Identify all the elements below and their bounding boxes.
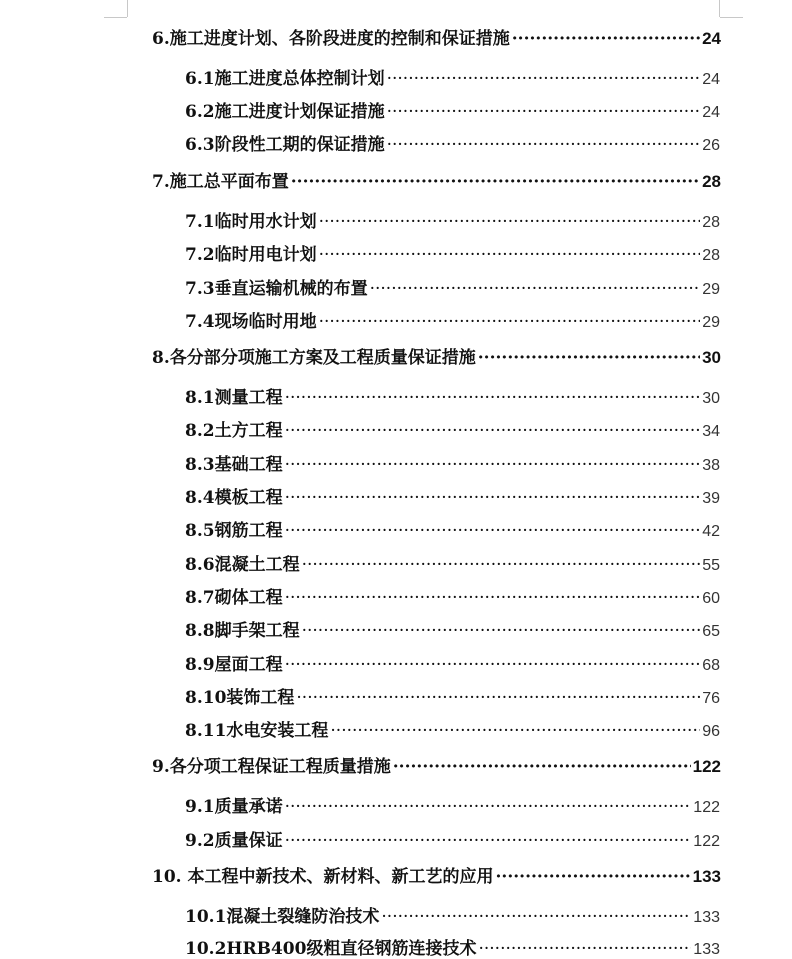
toc-entry[interactable] [185, 616, 720, 641]
dot-leader [387, 69, 701, 89]
toc-entry-title: 7.1临时用水计划 [185, 212, 317, 232]
toc-page-number: 122 [693, 799, 720, 816]
dot-leader [285, 488, 701, 508]
toc-entry-title: 6.2施工进度计划保证措施 [185, 102, 385, 122]
toc-entry[interactable] [185, 130, 720, 155]
toc-entry[interactable] [185, 792, 720, 817]
toc-entry[interactable] [185, 64, 720, 89]
toc-page-number: 30 [702, 348, 721, 367]
toc-entry[interactable] [185, 650, 720, 675]
toc-entry[interactable] [185, 583, 720, 608]
dot-leader [285, 521, 701, 541]
toc-entry-title: 8.7砌体工程 [185, 588, 283, 608]
toc-entry[interactable] [152, 752, 721, 777]
dot-leader [291, 172, 700, 192]
dot-leader [285, 421, 701, 441]
toc-page-number: 60 [702, 590, 720, 607]
toc-entry[interactable] [185, 716, 720, 741]
toc-page-number: 28 [702, 214, 720, 231]
toc-page-number: 65 [702, 623, 720, 640]
toc-entry-title: 9.1质量承诺 [185, 797, 283, 817]
toc-entry[interactable] [152, 862, 721, 887]
toc-entry-title: 6.施工进度计划、各阶段进度的控制和保证措施 [152, 29, 510, 49]
toc-entry-title: 8.4模板工程 [185, 488, 283, 508]
toc-entry-title: 8.6混凝土工程 [185, 555, 300, 575]
toc-page-number: 76 [702, 690, 720, 707]
toc-entry-title: 10.1混凝土裂缝防治技术 [185, 907, 380, 927]
toc-entry[interactable] [152, 24, 721, 49]
dot-leader [478, 348, 700, 368]
dot-leader [319, 312, 701, 332]
toc-entry-title: 8.9屋面工程 [185, 655, 283, 675]
toc-entry[interactable] [185, 483, 720, 508]
toc-entry[interactable] [185, 826, 720, 851]
toc-entry-title: 9.2质量保证 [185, 831, 283, 851]
dot-leader [302, 555, 701, 575]
toc-entry-title: 8.5钢筋工程 [185, 521, 283, 541]
toc-entry[interactable] [185, 383, 720, 408]
toc-page-number: 39 [702, 490, 720, 507]
toc-page-number: 28 [702, 172, 721, 191]
toc-entry-title: 7.施工总平面布置 [152, 172, 289, 192]
toc-entry-title: 6.3阶段性工期的保证措施 [185, 135, 385, 155]
toc-page-number: 29 [702, 314, 720, 331]
toc-entry[interactable] [152, 343, 721, 368]
toc-entry-title: 8.10装饰工程 [185, 688, 295, 708]
toc-page-number: 29 [702, 281, 720, 298]
toc-entry[interactable] [185, 274, 720, 299]
toc-page-number: 55 [702, 557, 720, 574]
dot-leader [302, 621, 701, 641]
toc-page-number: 122 [693, 833, 720, 850]
dot-leader [285, 455, 701, 475]
toc-page-number: 133 [692, 867, 721, 886]
toc-entry-title: 7.2临时用电计划 [185, 245, 317, 265]
toc-entry[interactable] [185, 934, 720, 959]
dot-leader [319, 245, 701, 265]
dot-leader [381, 907, 691, 927]
dot-leader [285, 831, 692, 851]
dot-leader [387, 135, 701, 155]
toc-entry-title: 10. 本工程中新技术、新材料、新工艺的应用 [152, 867, 494, 887]
toc-page-number: 24 [702, 29, 721, 48]
toc-entry-title: 8.8脚手架工程 [185, 621, 300, 641]
toc-entry-title: 7.4现场临时用地 [185, 312, 317, 332]
toc-entry[interactable] [185, 902, 720, 927]
dot-leader [285, 588, 701, 608]
toc-entry[interactable] [185, 550, 720, 575]
toc-entry-title: 8.各分部分项施工方案及工程质量保证措施 [152, 348, 476, 368]
dot-leader [285, 797, 692, 817]
toc-page-number: 133 [693, 909, 720, 926]
toc-entry[interactable] [185, 207, 720, 232]
toc-page-number: 133 [693, 941, 720, 958]
toc-entry[interactable] [185, 450, 720, 475]
dot-leader [285, 655, 701, 675]
toc-page-number: 26 [702, 137, 720, 154]
toc-page-number: 96 [702, 723, 720, 740]
toc-entry[interactable] [185, 240, 720, 265]
toc-page-number: 68 [702, 657, 720, 674]
dot-leader [478, 939, 691, 959]
toc-page-number: 24 [702, 104, 720, 121]
dot-leader [387, 102, 701, 122]
toc-entry-title: 7.3垂直运输机械的布置 [185, 279, 368, 299]
toc-page-number: 34 [702, 423, 720, 440]
toc-page-number: 24 [702, 71, 720, 88]
toc-entry-title: 8.2土方工程 [185, 421, 283, 441]
toc-entry[interactable] [185, 516, 720, 541]
toc-entry[interactable] [185, 97, 720, 122]
toc-page-number: 28 [702, 247, 720, 264]
toc-entry-title: 8.1测量工程 [185, 388, 283, 408]
toc-entry-title: 6.1施工进度总体控制计划 [185, 69, 385, 89]
toc-page-number: 30 [702, 390, 720, 407]
toc-entry-title: 10.2HRB400级粗直径钢筋连接技术 [185, 939, 477, 959]
toc-entry[interactable] [185, 683, 720, 708]
dot-leader [512, 29, 700, 49]
toc-entry-title: 8.11水电安装工程 [185, 721, 329, 741]
dot-leader [393, 757, 691, 777]
toc-entry[interactable] [152, 167, 721, 192]
toc-entry[interactable] [185, 307, 720, 332]
toc-entry[interactable] [185, 416, 720, 441]
toc-entry-title: 8.3基础工程 [185, 455, 283, 475]
dot-leader [370, 279, 701, 299]
toc-page-number: 42 [702, 523, 720, 540]
dot-leader [330, 721, 700, 741]
dot-leader [296, 688, 700, 708]
toc-page-number: 38 [702, 457, 720, 474]
toc-entry-title: 9.各分项工程保证工程质量措施 [152, 757, 391, 777]
dot-leader [496, 867, 691, 887]
toc-page-number: 122 [692, 757, 721, 776]
dot-leader [319, 212, 701, 232]
dot-leader [285, 388, 701, 408]
